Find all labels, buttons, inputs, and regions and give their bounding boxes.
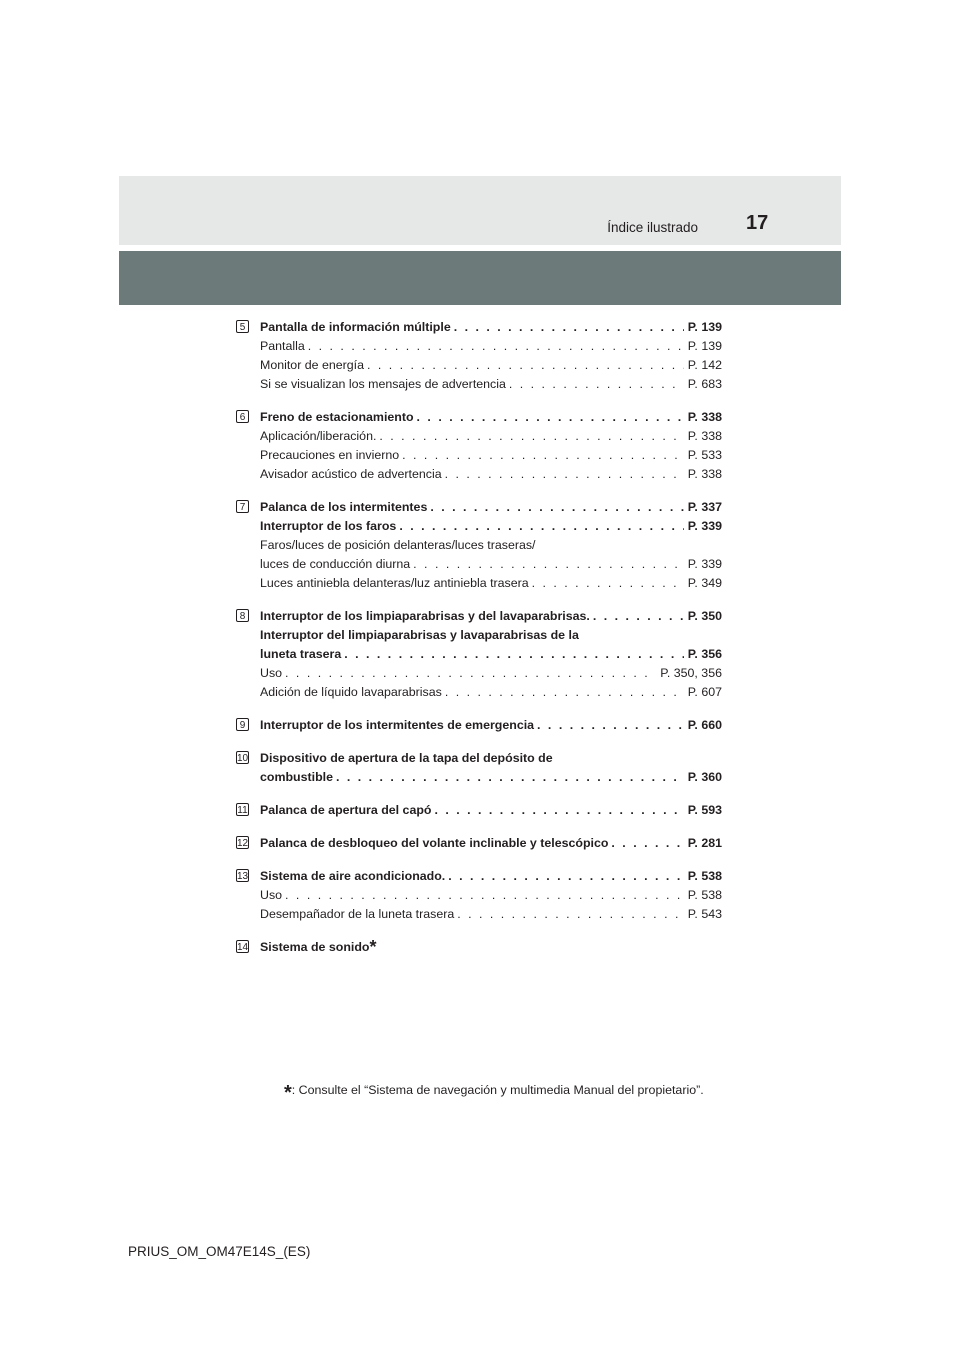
index-line: [260, 555, 722, 574]
dot-leader: [593, 607, 684, 626]
dot-leader: [537, 716, 684, 735]
page-reference: P. 538: [687, 888, 722, 902]
index-line: [260, 318, 722, 337]
index-entry: [236, 408, 722, 484]
callout-number-badge: 14: [237, 942, 249, 953]
callout-number-badge: 8: [236, 609, 249, 622]
index-entry: [236, 749, 722, 787]
index-line: Sistema de sonido *: [260, 937, 377, 957]
dot-leader: [445, 683, 684, 702]
header-band: [119, 176, 841, 245]
page-reference: P. 356: [687, 647, 722, 661]
dot-leader: [532, 574, 684, 593]
index-line: [260, 427, 722, 446]
callout-number-badge: 12: [237, 838, 249, 849]
index-line: [260, 801, 722, 820]
index-line: [260, 645, 722, 664]
dot-leader: [509, 375, 684, 394]
dot-leader: [445, 465, 684, 484]
index-entry: [236, 867, 722, 924]
index-entry: [236, 607, 722, 702]
index-line: [260, 498, 722, 517]
index-entry: [236, 716, 722, 735]
index-line-text: Luces antiniebla delanteras/luz antiniebla trasera: [260, 576, 529, 590]
document-code: PRIUS_OM_OM47E14S_(ES): [128, 1244, 311, 1259]
index-list: [236, 318, 722, 971]
callout-number-badge: 13: [237, 871, 249, 882]
dot-leader: [285, 886, 684, 905]
index-line: [260, 867, 722, 886]
index-line-text: combustible: [260, 770, 333, 784]
index-line: [260, 905, 722, 924]
dot-leader: [454, 318, 684, 337]
index-line: [260, 536, 722, 555]
dot-leader: [413, 555, 684, 574]
dot-leader: [457, 905, 684, 924]
index-line-text: Interruptor de los faros: [260, 519, 397, 533]
dot-leader: [434, 801, 683, 820]
footnote-mark: *: [284, 1082, 292, 1104]
page-reference: P. 350: [687, 609, 722, 623]
callout-number-badge: 7: [236, 500, 249, 513]
page-reference: P. 338: [687, 429, 722, 443]
dot-leader: [402, 446, 684, 465]
page-reference: P. 338: [687, 467, 722, 481]
index-line: [260, 716, 722, 735]
index-line-text: Pantalla de información múltiple: [260, 320, 451, 334]
dot-leader: [430, 498, 683, 517]
page-reference: P. 338: [687, 410, 722, 424]
dot-leader: [308, 337, 684, 356]
index-line-text: Uso: [260, 666, 283, 680]
index-line-text: Avisador acústico de advertencia: [260, 467, 442, 481]
index-line: [260, 517, 722, 536]
page-reference: P. 607: [687, 685, 722, 699]
index-line-text: Freno de estacionamiento: [260, 410, 414, 424]
index-line: [260, 465, 722, 484]
page-reference: P. 360: [687, 770, 722, 784]
index-line-text: luces de conducción diurna: [260, 557, 411, 571]
page-reference: P. 337: [687, 500, 722, 514]
index-line-text: Adición de líquido lavaparabrisas: [260, 685, 442, 699]
footnote-text: : Consulte el “Sistema de navegación y multimedia Manual del propietario”.: [291, 1083, 704, 1097]
index-line-text: Precauciones en invierno: [260, 448, 400, 462]
dot-leader: [448, 867, 684, 886]
index-line: [260, 375, 722, 394]
dot-leader: [417, 408, 684, 427]
page-reference: P. 349: [687, 576, 722, 590]
page-reference: P. 533: [687, 448, 722, 462]
footnote: [284, 1077, 704, 1104]
index-line-text: Dispositivo de apertura de la tapa del depósito de: [260, 751, 553, 765]
index-line: [260, 626, 722, 645]
page-reference: P. 543: [687, 907, 722, 921]
index-line-text: Aplicación/liberación.: [260, 429, 377, 443]
index-entry: [236, 834, 722, 853]
index-line-text: Palanca de apertura del capó: [260, 803, 432, 817]
dot-leader: [367, 356, 684, 375]
dot-leader: [285, 664, 656, 683]
index-line-text: Desempañador de la luneta trasera: [260, 907, 455, 921]
index-line-text: Faros/luces de posición delanteras/luces traseras/: [260, 538, 536, 552]
page-reference: P. 350, 356: [660, 666, 722, 680]
index-line: [260, 749, 722, 768]
index-line: [260, 574, 722, 593]
callout-number-badge: 9: [236, 718, 249, 731]
index-line: [260, 768, 722, 787]
index-entry: [236, 318, 722, 394]
index-line: [260, 886, 722, 905]
callout-number-badge: 11: [237, 805, 248, 816]
page-reference: P. 142: [687, 358, 722, 372]
index-entry: [236, 938, 722, 957]
page-number: 17: [746, 212, 769, 234]
callout-number-badge: 5: [236, 320, 249, 333]
header-bar: [119, 251, 841, 305]
index-line-text: Pantalla: [260, 339, 305, 353]
page-reference: P. 281: [687, 836, 722, 850]
page-reference: P. 593: [687, 803, 722, 817]
page-reference: P. 339: [687, 519, 722, 533]
index-line: [260, 337, 722, 356]
page-reference: P. 339: [687, 557, 722, 571]
page-reference: P. 139: [687, 339, 722, 353]
index-line: [260, 834, 722, 853]
index-line-text: Uso: [260, 888, 283, 902]
index-line-text: Sistema de sonido: [260, 940, 370, 954]
callout-number-badge: 6: [236, 410, 249, 423]
index-line: [260, 446, 722, 465]
index-line-text: Monitor de energía: [260, 358, 365, 372]
index-line-text: Sistema de aire acondicionado.: [260, 869, 446, 883]
dot-leader: [344, 645, 684, 664]
index-entry: [236, 801, 722, 820]
page-reference: P. 139: [687, 320, 722, 334]
index-line-text: Palanca de los intermitentes: [260, 500, 428, 514]
index-line-text: Interruptor del limpiaparabrisas y lavaparabrisas de la: [260, 628, 579, 642]
dot-leader: [379, 427, 683, 446]
index-line-text: Palanca de desbloqueo del volante inclinable y telescópico: [260, 836, 609, 850]
callout-number-badge: 10: [237, 753, 249, 764]
page-reference: P. 660: [687, 718, 722, 732]
dot-leader: [611, 834, 683, 853]
index-line: [260, 356, 722, 375]
index-line: [260, 408, 722, 427]
index-line-text: Si se visualizan los mensajes de advertencia: [260, 377, 506, 391]
page-reference: P. 683: [687, 377, 722, 391]
index-line-text: luneta trasera: [260, 647, 342, 661]
index-line: [260, 683, 722, 702]
index-line-text: Interruptor de los intermitentes de emergencia: [260, 718, 535, 732]
dot-leader: [399, 517, 683, 536]
index-line: [260, 664, 722, 683]
index-line-text: Interruptor de los limpiaparabrisas y del lavaparabrisas.: [260, 609, 590, 623]
index-line: [260, 607, 722, 626]
index-entry: [236, 498, 722, 593]
dot-leader: [336, 768, 684, 787]
section-title: Índice ilustrado: [607, 220, 698, 235]
page-reference: P. 538: [687, 869, 722, 883]
